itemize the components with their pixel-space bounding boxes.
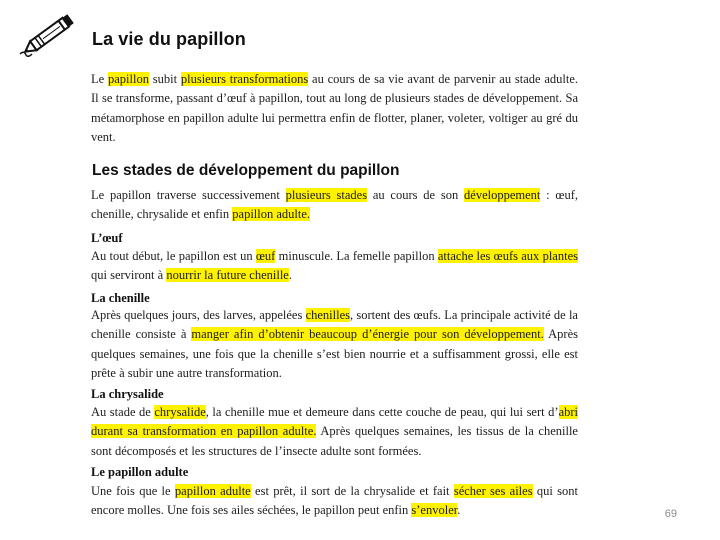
text-run: , la chenille mue et demeure dans cette couche de peau, qui lui sert d’ [205,405,559,419]
text-run: Après quelques semaines, les tissus de la chenille sont décomposés et les structures de l’insecte adulte sont formées. [91,424,578,458]
text-run: qui serviront à [91,268,167,283]
text-run: Après quelques jours, des larves, appelées [91,308,306,322]
highlighted-text: papillon adulte [174,484,251,498]
highlighted-text: plusieurs stades [285,188,368,202]
intro-paragraph [91,70,578,147]
text-run: : œuf, chenille, chrysalide et enfin [91,188,578,222]
text-run: au cours de son [367,188,465,202]
pencil-icon [18,10,80,60]
text-run: subit [148,72,181,86]
text-run: minuscule. La femelle papillon [275,249,438,263]
section-paragraph-chenille [91,306,578,383]
text-run: est prêt, il sort de la chrysalide et fait [250,484,454,498]
stages-intro-paragraph [91,186,578,225]
page-number: 69 [664,508,677,520]
text-run: , sortent des œufs. La principale activité de la chenille consiste à [91,308,578,342]
section-paragraph-chrysalide [91,403,578,461]
stages-heading: Les stades de développement du papillon [92,162,400,179]
text-run: Au tout début, le papillon est un [91,249,256,263]
section-heading-papillon-adulte: Le papillon adulte [91,465,189,479]
highlighted-text: œuf [255,249,276,263]
highlighted-text: plusieurs transformations [180,72,309,86]
text-run: au cours de sa vie avant de parvenir au stade adulte. Il se transforme, passant d’œuf à papillon, tout au long de plusieurs stades de développement. Sa métamorphose en papillon adulte lui permettra enfin de flotter, planer, voleter, voltiger au gré du vent. [91,72,579,144]
text-run: Après quelques semaines, une fois que la chenille s’est bien nourrie et a suffisamment grossi, elle est prête à subir une autre transformation. [91,327,578,380]
section-heading-chrysalide: La chrysalide [91,387,164,401]
highlighted-text: papillon adulte. [232,207,311,222]
text-run: Au stade de [91,405,155,419]
text-run: Le papillon traverse successivement [91,188,286,202]
highlighted-text: chrysalide [154,405,206,419]
highlighted-text: manger afin d’obtenir beaucoup d’énergie pour son développement. [191,327,544,342]
section-heading-chenille: La chenille [91,291,150,305]
text-run: qui sont encore molles. Une fois ses ailes séchées, le papillon peut enfin [91,484,578,518]
highlighted-text: développement [464,188,541,202]
highlighted-text: s’envoler [411,503,458,518]
highlighted-text: abri durant sa transformation en papillon adulte. [91,405,579,439]
section-paragraph-papillon-adulte [91,482,578,521]
highlighted-text: nourrir la future chenille [166,268,289,283]
highlighted-text: attache les œufs aux plantes [437,249,578,263]
highlighted-text: papillon [107,72,149,86]
section-paragraph-oeuf [91,247,578,286]
highlighted-text: chenilles [305,308,350,322]
text-run: . [288,268,292,283]
highlighted-text: sécher ses ailes [453,484,533,498]
text-run: . [457,503,461,518]
page-title: La vie du papillon [92,29,246,49]
section-heading-oeuf: L’œuf [91,231,123,245]
text-run: Une fois que le [91,484,175,498]
text-run: Le [91,72,108,86]
